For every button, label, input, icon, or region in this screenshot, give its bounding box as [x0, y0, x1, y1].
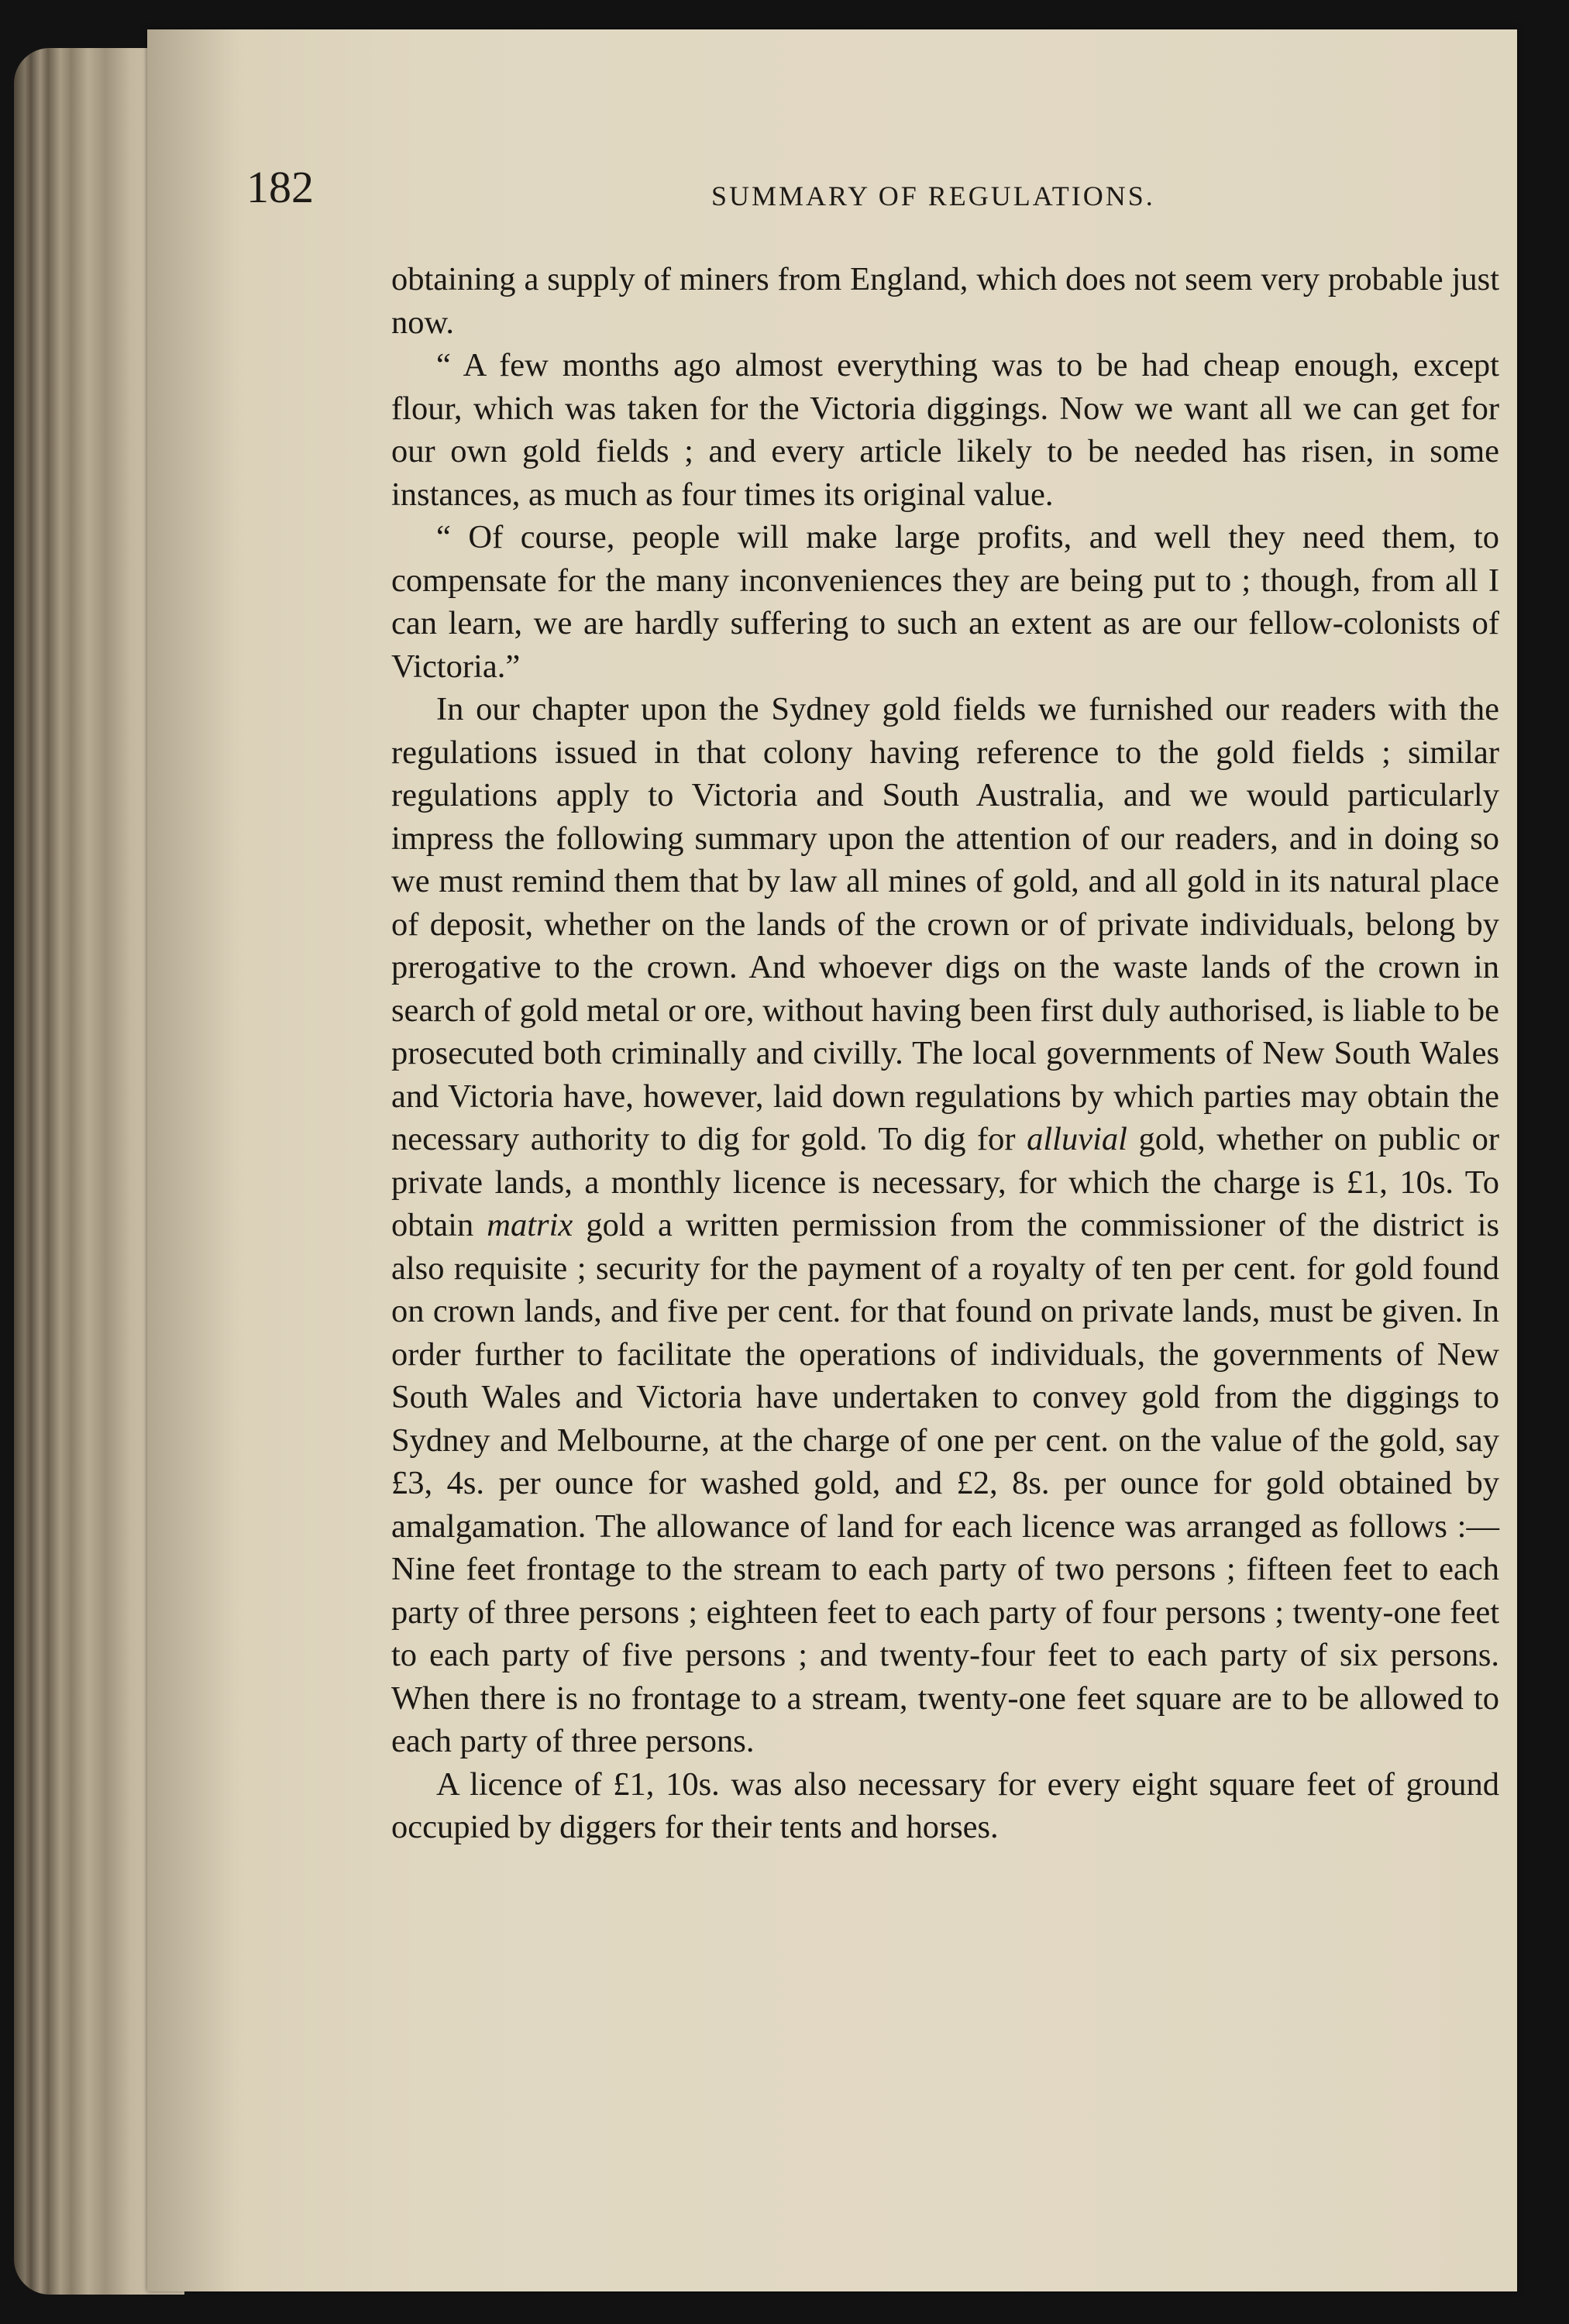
italic-alluvial: alluvial — [1027, 1121, 1127, 1157]
paragraph-quote-profits: “ Of course, people will make large profits, and well they need them, to compensate for the many inconveniences they are being put to ; though, from all I can learn, we are hardly suffering to such an extent as are our fellow-colonists of Victoria.” — [391, 519, 1499, 685]
paragraph-regulations — [391, 688, 1499, 1763]
paragraph-licence: A licence of £1, 10s. was also necessary for every eight square feet of ground occupied by diggers for their tents and horses. — [391, 1765, 1499, 1845]
regulations-text-part1: In our chapter upon the Sydney gold fields we furnished our readers with the regulations issued in that colony having reference to the gold fields ; similar regulations apply to Victoria and South Australia, and we would particularly impress the following summary upon the attention of our readers, and in doing so we must remind them that by law all mines of gold, and all gold in its natural place of deposit, whether on the lands of the crown or of private individuals, belong by prerogative to the crown. And whoever digs on the waste lands of the crown in search of gold metal or ore, without having been first duly authorised, is liable to be prosecuted both criminally and civilly. The local governments of New South Wales and Victoria have, however, laid down regulations by which parties may obtain the necessary authority to dig for gold. To dig for — [391, 691, 1499, 1157]
gutter-shade — [147, 29, 240, 2291]
paragraph-quote-prices: “ A few months ago almost everything was to be had cheap enough, except flour, which was taken for the Victoria diggings. Now we want all we can get for our own gold fields ; and every article likely to be needed has risen, in some instances, as much as four times its original value. — [391, 347, 1499, 513]
regulations-text-part2: gold, whether on public or private lands, a monthly licence is necessary, for which the charge is £1, 10s. To obtain — [391, 1121, 1499, 1243]
italic-matrix: matrix — [487, 1207, 573, 1243]
page-header — [246, 164, 1486, 226]
regulations-text-part3: gold a written permission from the commissioner of the district is also requisite ; security for the payment of a royalty of ten per cent. for gold found on crown lands, and five per cent. for that found on private lands, must be given. In order further to facilitate the operations of individuals, the governments of New South Wales and Victoria have undertaken to convey gold from the diggings to Sydney and Melbourne, at the charge of one per cent. on the value of the gold, say £3, 4s. per ounce for washed gold, and £2, 8s. per ounce for gold obtained by amalgamation. The allowance of land for each licence was arranged as follows :—Nine feet frontage to the stream to each party of two persons ; fifteen feet to each party of three persons ; eighteen feet to each party of four persons ; twenty-one feet to each party of five persons ; and twenty-four feet to each party of six persons. When there is no frontage to a stream, twenty-one feet square are to be allowed to each party of three persons. — [391, 1207, 1499, 1759]
body-text — [391, 258, 1499, 1849]
page-number: 182 — [246, 162, 314, 212]
paragraph-continuation: obtaining a supply of miners from England, which does not seem very probable just now. — [391, 261, 1499, 341]
running-head: SUMMARY OF REGULATIONS. — [711, 180, 1155, 211]
